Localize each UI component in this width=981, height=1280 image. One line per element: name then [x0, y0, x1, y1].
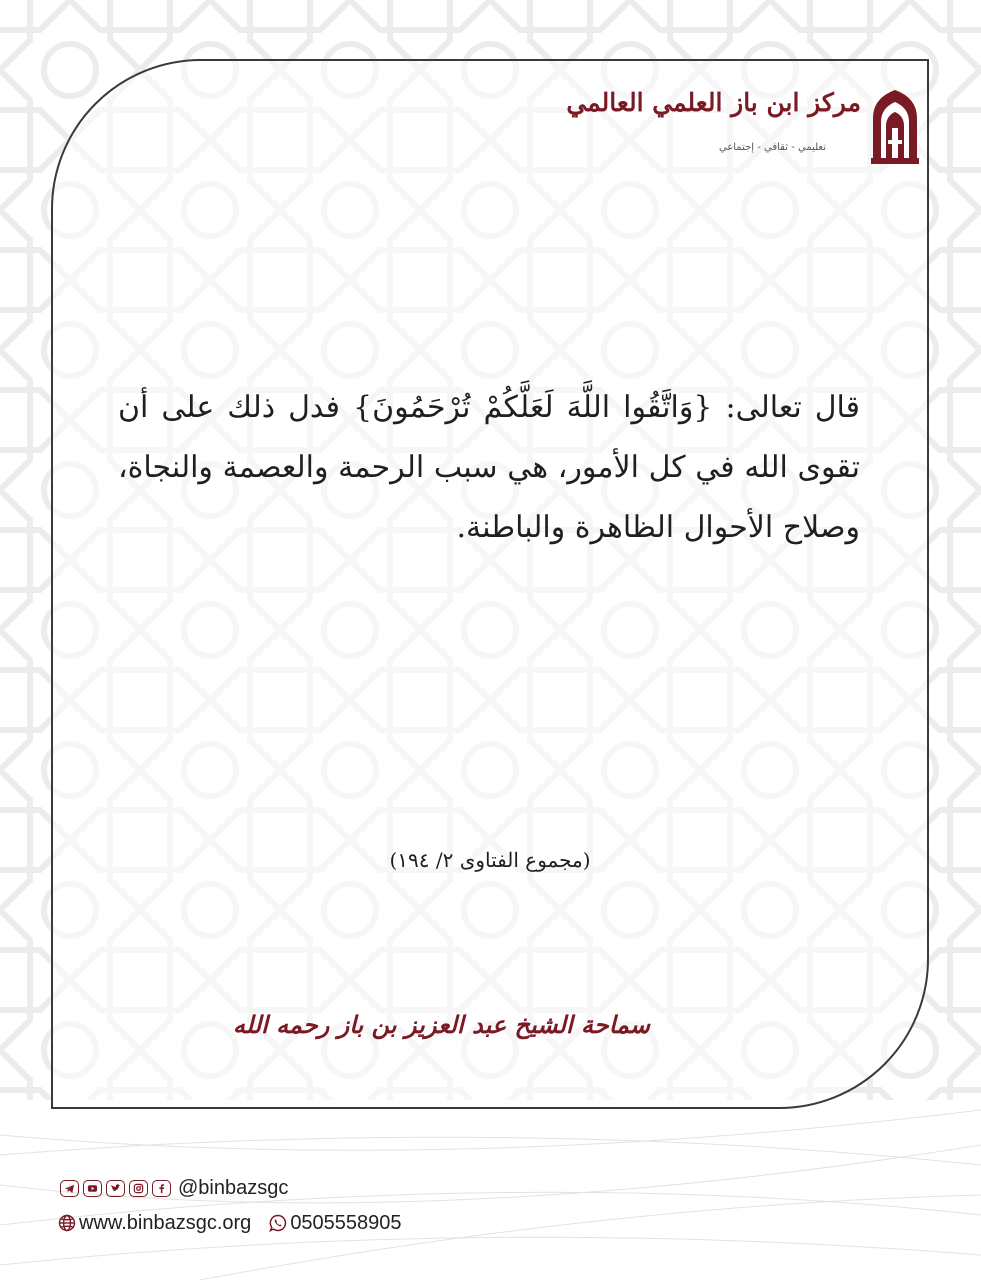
logo — [566, 88, 921, 168]
quote-source: (مجموع الفتاوى ٢/ ١٩٤) — [389, 848, 591, 872]
logo-name: مركز ابن باز العلمي العالمي — [566, 88, 861, 117]
website-link[interactable]: www.binbazsgc.org — [79, 1211, 252, 1234]
mosque-emblem-icon — [869, 88, 921, 164]
social-links — [60, 1176, 288, 1200]
logo-tagline: تعليمي - ثقافي - إجتماعي — [718, 142, 827, 153]
social-handle[interactable]: @binbazsgc — [178, 1176, 289, 1199]
facebook-icon[interactable] — [152, 1180, 171, 1197]
globe-icon — [58, 1214, 76, 1232]
contact-info — [58, 1210, 402, 1236]
phone-number[interactable]: 0505558905 — [290, 1211, 402, 1234]
youtube-icon[interactable] — [83, 1180, 102, 1197]
twitter-icon[interactable] — [106, 1180, 125, 1197]
content-card — [51, 59, 929, 1109]
quote-text: قال تعالى: {وَاتَّقُوا اللَّهَ لَعَلَّكُمْ تُرْحَمُونَ} فدل ذلك على أن تقوى الله في كل الأمور، هي سبب الرحمة والعصمة والنجاة، وصلاح الأحوال الظاهرة والباطنة. — [118, 390, 860, 545]
whatsapp-icon — [269, 1214, 287, 1232]
telegram-icon[interactable] — [60, 1180, 79, 1197]
instagram-icon[interactable] — [129, 1180, 148, 1197]
sheikh-signature: سماحة الشيخ عبد العزيز بن باز رحمه الله — [233, 1010, 650, 1039]
